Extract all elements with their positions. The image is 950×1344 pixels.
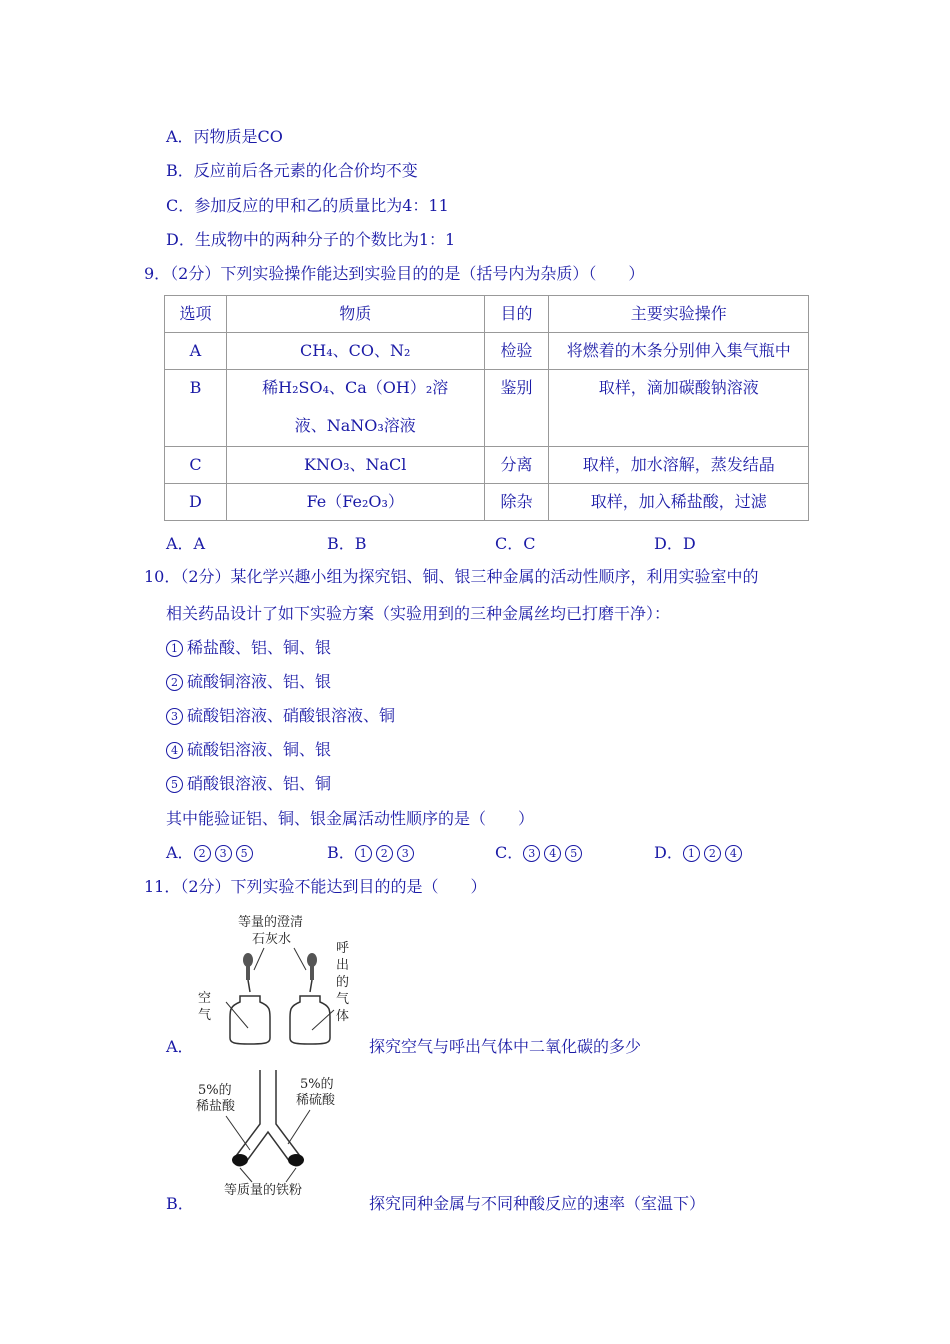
fig-label-top-2: 石灰水	[252, 932, 292, 947]
row-operation: 取样，加入稀盐酸，过滤	[549, 484, 809, 521]
fig-label-left-1: 5%的	[198, 1083, 232, 1098]
q11-stem: 11．（2分）下列实验不能达到目的的是（ ）	[144, 877, 487, 896]
q9-answer-b: B．B	[327, 534, 367, 553]
table-row	[165, 333, 809, 370]
q10-answer-b	[327, 843, 418, 863]
q8-option-d: D．生成物中的两种分子的个数比为1：1	[166, 230, 456, 249]
scheme-text: 硝酸银溶液、铝、铜	[187, 774, 332, 793]
circled-number: 4	[166, 742, 183, 759]
row-purpose: 除杂	[484, 484, 549, 521]
row-purpose: 分离	[484, 447, 549, 484]
table-header-row	[165, 296, 809, 333]
iron-powder-right	[288, 1154, 304, 1166]
q8-option-b: B．反应前后各元素的化合价均不变	[166, 161, 418, 180]
circled-number: 3	[215, 845, 232, 862]
table-row	[165, 370, 809, 447]
circled-number: 3	[166, 708, 183, 725]
q10-scheme-4	[166, 740, 331, 760]
table-row	[165, 484, 809, 521]
scheme-text: 稀盐酸、铝、铜、银	[187, 638, 332, 657]
header-option: 选项	[165, 296, 227, 333]
fig-label-right: 呼出的气体	[336, 941, 350, 1024]
fig-label-right-1: 5%的	[300, 1077, 334, 1092]
row-substance-line1: 稀H₂SO₄、Ca（OH）₂溶	[262, 378, 449, 397]
q9-table	[164, 295, 809, 521]
q9-stem: 9．（2分）下列实验操作能达到实验目的的是（括号内为杂质）（ ）	[144, 264, 645, 283]
fig-label-top-1: 等量的澄清	[238, 915, 304, 930]
circled-number: 5	[236, 845, 253, 862]
row-substance: KNO₃、NaCl	[226, 447, 484, 484]
circled-number: 3	[523, 845, 540, 862]
circled-number: 2	[194, 845, 211, 862]
row-substance: Fe（Fe₂O₃）	[226, 484, 484, 521]
row-operation: 取样，加水溶解，蒸发结晶	[549, 447, 809, 484]
fig-label-bottom: 等质量的铁粉	[224, 1183, 303, 1198]
q10-scheme-3	[166, 706, 395, 726]
scheme-text: 硫酸铝溶液、铜、银	[187, 740, 332, 759]
circled-number: 4	[725, 845, 742, 862]
iron-powder-left	[232, 1154, 248, 1166]
q8-option-c: C．参加反应的甲和乙的质量比为4：11	[166, 196, 449, 215]
q10-stem-line2: 相关药品设计了如下实验方案（实验用到的三种金属丝均已打磨干净）：	[166, 604, 671, 623]
circled-number: 1	[355, 845, 372, 862]
fig-label-right-2: 稀硫酸	[296, 1093, 336, 1108]
q10-answer-a	[166, 843, 257, 863]
q10-answer-c	[495, 843, 586, 863]
answer-letter: B．	[327, 843, 355, 862]
row-substance-line2: 液、NaNO₃溶液	[294, 416, 416, 435]
row-option: A	[165, 333, 227, 370]
scheme-text: 硫酸铝溶液、硝酸银溶液、铜	[187, 706, 396, 725]
circled-number: 5	[166, 776, 183, 793]
circled-number: 2	[166, 674, 183, 691]
q9-answer-a: A．A	[166, 534, 206, 553]
answer-letter: C．	[495, 843, 524, 862]
circled-number: 2	[376, 845, 393, 862]
q11-option-b-text: 探究同种金属与不同种酸反应的速率（室温下）	[369, 1194, 706, 1213]
q10-scheme-1	[166, 638, 331, 658]
row-option: C	[165, 447, 227, 484]
limewater-bottles-svg	[196, 910, 366, 1050]
q10-stem-line1: 10．（2分）某化学兴趣小组为探究铝、铜、银三种金属的活动性顺序，利用实验室中的	[144, 567, 759, 586]
q10-scheme-2	[166, 672, 331, 692]
q10-question: 其中能验证铝、铜、银金属活动性顺序的是（ ）	[166, 809, 535, 828]
header-operation: 主要实验操作	[549, 296, 809, 333]
figure-limewater-bottles	[196, 910, 366, 1050]
dropper-left	[243, 953, 253, 992]
row-substance: CH₄、CO、N₂	[226, 333, 484, 370]
header-substance: 物质	[226, 296, 484, 333]
y-tube-svg	[196, 1066, 366, 1200]
fig-label-left-2: 稀盐酸	[196, 1099, 236, 1114]
table-row	[165, 447, 809, 484]
bottle-right	[290, 996, 330, 1044]
fig-label-left: 空气	[198, 991, 212, 1023]
row-operation: 将燃着的木条分别伸入集气瓶中	[549, 333, 809, 370]
row-substance	[226, 370, 484, 447]
dropper-right	[307, 953, 317, 992]
row-operation: 取样，滴加碳酸钠溶液	[549, 370, 809, 447]
row-option: D	[165, 484, 227, 521]
header-purpose: 目的	[484, 296, 549, 333]
q10-scheme-5	[166, 774, 331, 794]
y-tube	[234, 1070, 302, 1166]
circled-number: 4	[544, 845, 561, 862]
q8-option-a: A．丙物质是CO	[166, 127, 283, 146]
answer-letter: A．	[166, 843, 194, 862]
bottle-left	[230, 996, 270, 1044]
q9-answer-c: C．C	[495, 534, 536, 553]
q11-option-a-letter: A．	[166, 1037, 194, 1056]
circled-number: 3	[397, 845, 414, 862]
answer-letter: D．	[654, 843, 683, 862]
scheme-text: 硫酸铜溶液、铝、银	[187, 672, 332, 691]
q11-option-a-text: 探究空气与呼出气体中二氧化碳的多少	[369, 1037, 642, 1056]
row-option: B	[165, 370, 227, 447]
q11-option-b-letter: B．	[166, 1194, 194, 1213]
circled-number: 5	[565, 845, 582, 862]
q10-answer-d	[654, 843, 746, 863]
figure-y-tube	[196, 1066, 366, 1200]
circled-number: 2	[704, 845, 721, 862]
row-purpose: 鉴别	[484, 370, 549, 447]
circled-number: 1	[166, 640, 183, 657]
q9-answer-d: D．D	[654, 534, 696, 553]
row-purpose: 检验	[484, 333, 549, 370]
circled-number: 1	[683, 845, 700, 862]
